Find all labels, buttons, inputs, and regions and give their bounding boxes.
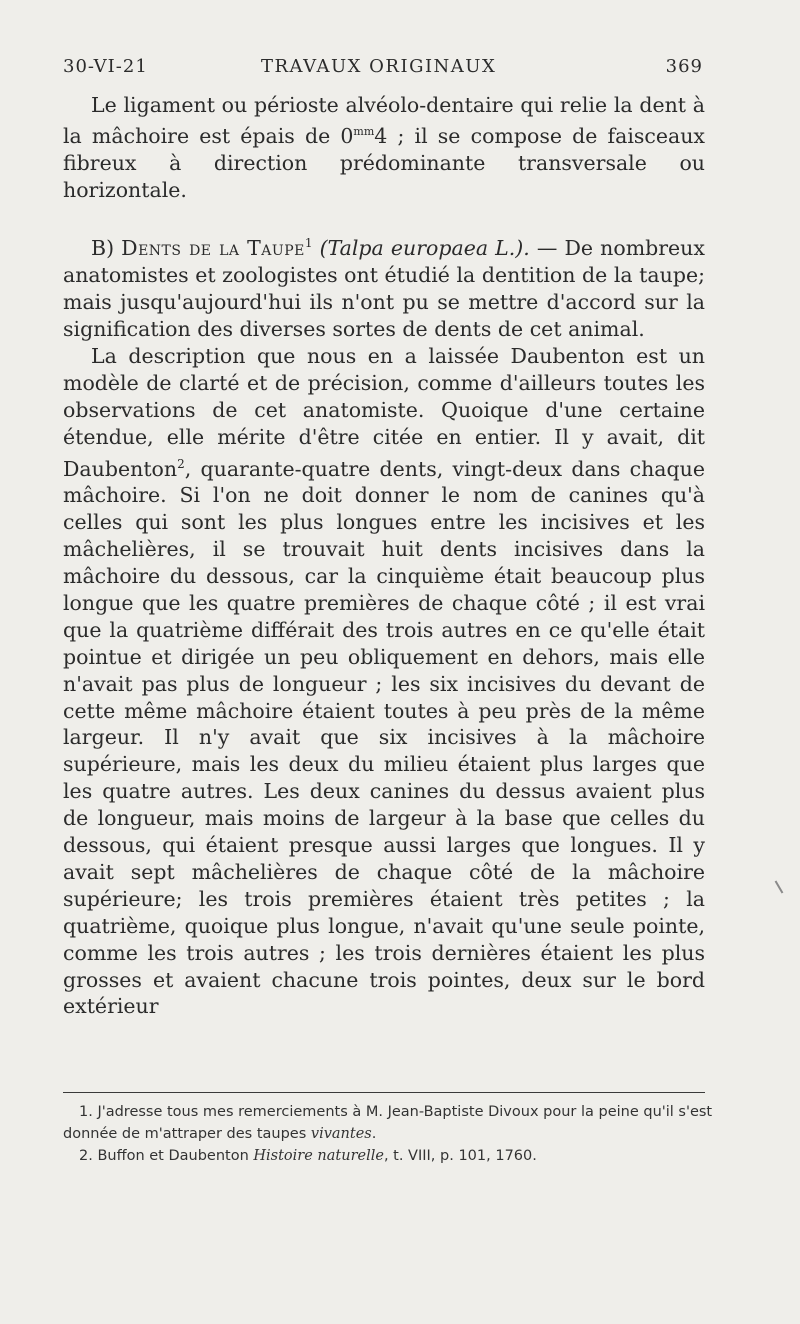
footnote-1-italic: vivantes: [310, 1126, 372, 1142]
body-text: [63, 92, 705, 1020]
species-name: (Talpa europaea L.).: [319, 236, 530, 261]
section-b-text: — De nombreux anatomistes et zoologistes ont étudié la dentition de la taupe; mais jusqu'aujourd'hui ils n'ont pu se mettre d'accord sur la signification des diverses sortes de dents de cet animal.: [63, 236, 705, 341]
page-number: 369: [665, 56, 703, 77]
section-title: Dents de la Taupe: [121, 236, 305, 261]
footnote-2: [63, 1145, 713, 1167]
header-title: TRAVAUX ORIGINAUX: [261, 56, 497, 77]
footnote-1: [63, 1101, 713, 1145]
footnotes: [63, 1101, 713, 1167]
footnote-ref-1: 1: [304, 236, 313, 251]
footnote-ref-2: 2: [177, 456, 185, 471]
footnote-1-text: 1. J'adresse tous mes remerciements à M. Jean-Baptiste Divoux pour la peine qu'il s'est donnée de m'attraper des taupes: [63, 1104, 713, 1142]
paragraph-ligament-text: Le ligament ou périoste alvéolo-dentaire qui relie la dent à la mâchoire est épais de $0^{mm}4$ ; il se compose de faisceaux fibreux à direction prédominante transversale ou horizontale.: [63, 93, 705, 202]
section-label: B): [91, 236, 115, 261]
stray-mark: [775, 880, 784, 893]
daubenton-text-before: La description que nous en a laissée Daubenton est un modèle de clarté et de précision, comme d'ailleurs toutes les observations de cet anatomiste. Quoique d'une certaine étendue, elle mérite d'être citée en entier. Il y avait, dit Daubenton: [63, 343, 705, 481]
unit-superscript: mm: [353, 124, 375, 138]
running-header: [63, 56, 703, 86]
daubenton-text-after: , quarante-quatre dents, vingt-deux dans chaque mâchoire. Si l'on ne doit donner le nom de canines qu'à celles qui sont les plus longues entre les incisives et les mâchelières, il se trouvait huit dents incisives dans la mâchoire du dessous, car la cinquième était beaucoup plus longue que les quatre premières de chaque côté ; il est vrai que la quatrième différait des trois autres en ce qu'elle était pointue et dirigée un peu obliquement en dehors, mais elle n'avait pas plus de longueur ; les six incisives du devant de cette même mâchoire étaient toutes à peu près de la même largeur. Il n'y avait que six incisives à la mâchoire supérieure, mais les deux du milieu étaient plus larges que les quatre autres. Les deux canines du dessus avaient plus de longueur, mais moins de largeur à la base que celles du dessous, qui étaient presque aussi larges que longues. Il y avait sept mâchelières de chaque côté de la mâchoire supérieure; les trois premières étaient très petites ; la quatrième, quoique plus longue, n'avait qu'une seule pointe, comme les trois autres ; les trois dernières étaient les plus grosses et avaient chacune trois pointes, deux sur le bord extérieur: [63, 456, 705, 1019]
paragraph-section-b: [63, 230, 705, 342]
footnote-2-text: 2. Buffon et Daubenton: [79, 1148, 249, 1164]
footnote-1-end: .: [371, 1126, 377, 1142]
header-date: 30-VI-21: [63, 56, 148, 77]
footnote-2-italic: Histoire naturelle: [253, 1148, 384, 1164]
paragraph-gap: [63, 203, 705, 230]
paragraph-ligament: [63, 92, 705, 203]
footnote-2-end: , t. VIII, p. 101, 1760.: [383, 1148, 537, 1164]
paragraph-daubenton: [63, 343, 705, 1020]
footnote-divider: [63, 1092, 705, 1093]
